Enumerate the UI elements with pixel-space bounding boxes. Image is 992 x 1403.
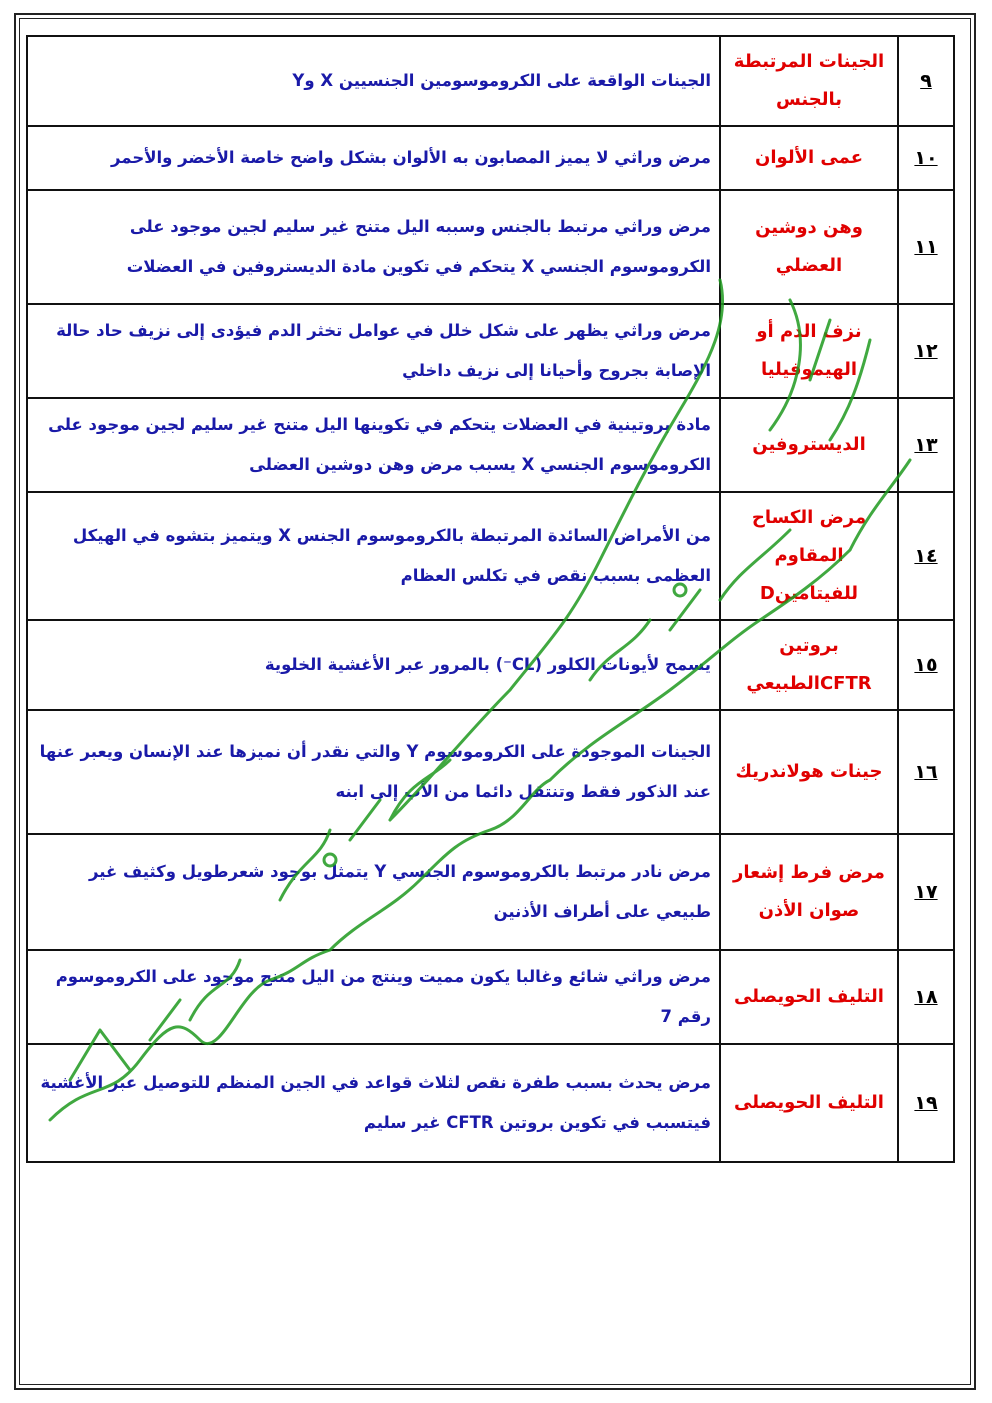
table-row [27, 834, 954, 950]
term-cell: وهن دوشين العضلي [720, 190, 898, 304]
glossary-table [26, 35, 955, 1163]
definition-cell: الجينات الواقعة على الكروموسومين الجنسيين X وY [27, 36, 720, 126]
term-cell: مرض فرط إشعار صوان الأذن [720, 834, 898, 950]
term-cell: الجينات المرتبطة بالجنس [720, 36, 898, 126]
definition-cell: مرض وراثي شائع وغالبا يكون مميت وينتج من اليل متنح موجود على الكروموسوم رقم 7 [27, 950, 720, 1044]
row-number: ١٥ [898, 620, 954, 710]
definition-cell: مرض وراثي مرتبط بالجنس وسببه اليل متنح غير سليم لجين موجود على الكروموسوم الجنسي X يتحكم في تكوين مادة الديستروفين في العضلات [27, 190, 720, 304]
row-number: ١٧ [898, 834, 954, 950]
table-row [27, 620, 954, 710]
row-number: ١٦ [898, 710, 954, 834]
term-cell: التليف الحويصلى [720, 950, 898, 1044]
definition-cell: مرض وراثي يظهر على شكل خلل في عوامل تخثر الدم فيؤدى إلى نزيف حاد حالة الإصابة بجروح وأحيانا إلى نزيف داخلي [27, 304, 720, 398]
term-cell: عمى الألوان [720, 126, 898, 190]
row-number: ١٩ [898, 1044, 954, 1162]
term-cell: بروتين CFTRالطبيعي [720, 620, 898, 710]
row-number: ١٨ [898, 950, 954, 1044]
table-row [27, 36, 954, 126]
term-cell: الديستروفين [720, 398, 898, 492]
term-cell: التليف الحويصلى [720, 1044, 898, 1162]
table-row [27, 398, 954, 492]
definition-cell: مرض وراثي لا يميز المصابون به الألوان بشكل واضح خاصة الأخضر والأحمر [27, 126, 720, 190]
table-row [27, 304, 954, 398]
table-row [27, 126, 954, 190]
table-row [27, 492, 954, 620]
term-cell: نزف الدم أو الهيموفيليا [720, 304, 898, 398]
row-number: ١٢ [898, 304, 954, 398]
definition-cell: مرض نادر مرتبط بالكروموسوم الجنسي Y يتمثل بوجود شعرطويل وكثيف غير طبيعي على أطراف الأذنين [27, 834, 720, 950]
row-number: ١١ [898, 190, 954, 304]
row-number: ١٣ [898, 398, 954, 492]
definition-cell: الجينات الموجودة على الكروموسوم Y والتي نقدر أن نميزها عند الإنسان ويعبر عنها عند الذكور فقط وتنتقل دائما من الأب إلى ابنه [27, 710, 720, 834]
table-row [27, 710, 954, 834]
definition-cell: مادة بروتينية في العضلات يتحكم في تكوينها اليل متنح غير سليم لجين موجود على الكروموسوم الجنسي X يسبب مرض وهن دوشين العضلى [27, 398, 720, 492]
definition-cell: يسمح لأيونات الكلور (CL⁻) بالمرور عبر الأغشية الخلوية [27, 620, 720, 710]
table-row [27, 1044, 954, 1162]
definition-cell: مرض يحدث بسبب طفرة نقص لثلاث قواعد في الجين المنظم للتوصيل عبر الأغشية فيتسبب في تكوين بروتين CFTR غير سليم [27, 1044, 720, 1162]
row-number: ١٤ [898, 492, 954, 620]
table-row [27, 950, 954, 1044]
row-number: ١٠ [898, 126, 954, 190]
term-cell: جينات هولاندريك [720, 710, 898, 834]
term-cell: مرض الكساح المقاوم للفيتامينD [720, 492, 898, 620]
row-number: ٩ [898, 36, 954, 126]
definition-cell: من الأمراض السائدة المرتبطة بالكروموسوم الجنس X ويتميز بتشوه في الهيكل العظمى بسبب نقص في تكلس العظام [27, 492, 720, 620]
table-row [27, 190, 954, 304]
